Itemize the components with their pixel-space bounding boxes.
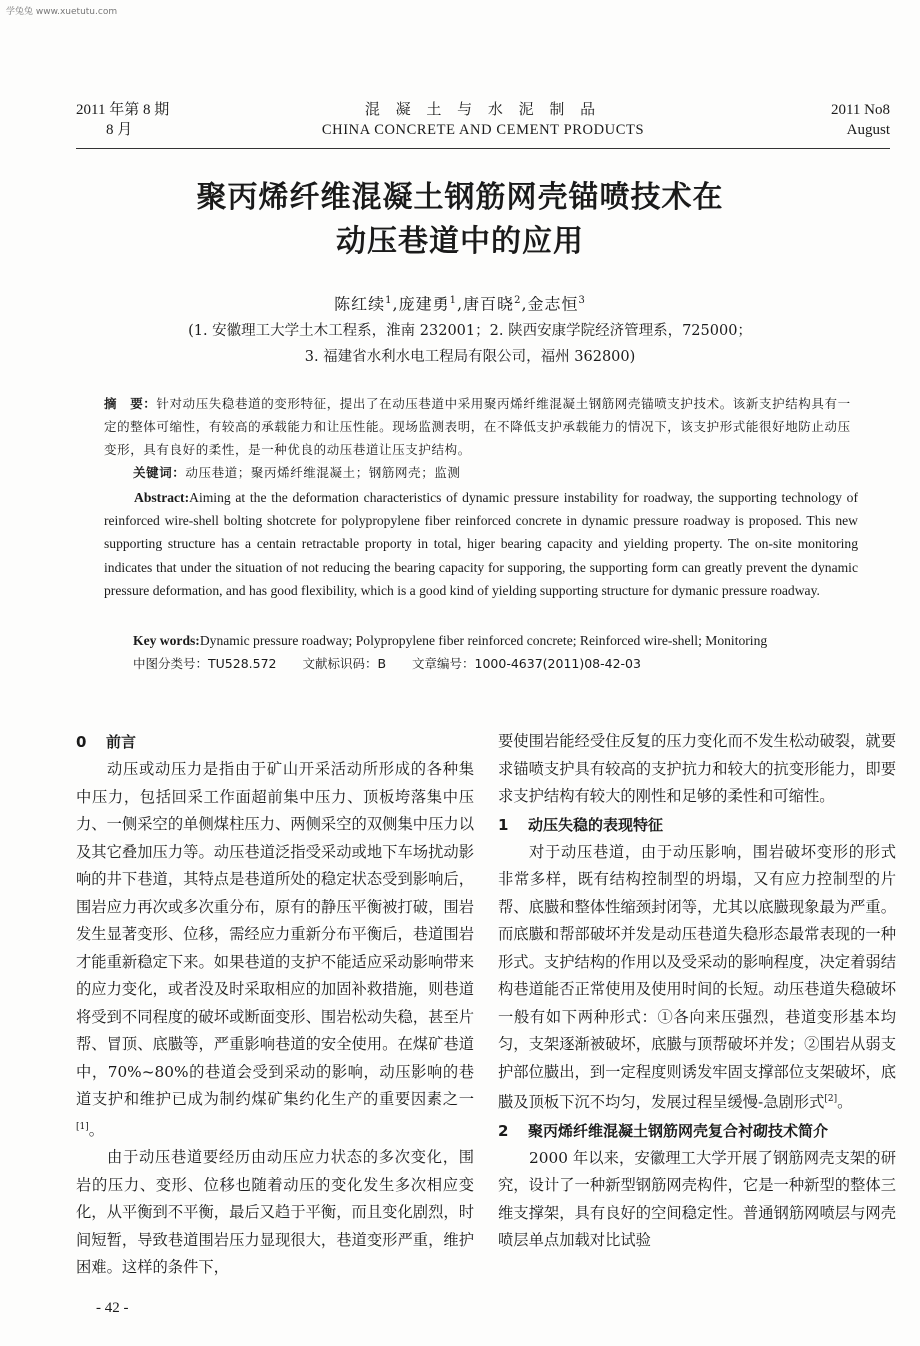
section-number: 2: [498, 1121, 509, 1140]
paragraph: 由于动压巷道要经历由动压应力状态的多次变化，围岩的压力、变形、位移也随着动压的变化发生多次相应变化，从平衡到不平衡，最后又趋于平衡，而且变化剧烈，时间短暂，导致巷道围岩压力显现很大，巷道变形严重，维护困难。这样的条件下，: [76, 1148, 474, 1277]
author-name: 陈红续: [334, 294, 386, 314]
affiliations: [140, 318, 800, 370]
paragraph: 2000 年以来，安徽理工大学开展了钢筋网壳支架的研究，设计了一种新型钢筋网壳构件，它是一种新型的整体三维支撑架，具有良好的空间稳定性。普通钢筋网喷层与网壳喷层单点加载对比试验: [498, 1148, 896, 1250]
paragraph: [76, 756, 474, 1144]
classification-line: [133, 653, 858, 675]
section-heading: [498, 811, 896, 839]
abstract-text-en: Aiming at the the deformation characteristics of dynamic pressure instability for roadway, the supporting technology of reinforced wire-shell bolting shotcrete for polypropylene fiber reinforced concrete in dynamic pressure roadway is proposed. This new supporting structure has a centain retractable proporty in total, higer bearing capacity and yielding property. The on-site monitoring indicates that under the situation of not reducing the bearing capacity for supporing, the supporting form can greatly prevent the dynamic pressure deformation, and has good flexibility, which is a good kind of yielding supporting structure for dymanic pressure roadway.: [104, 490, 858, 598]
section-heading: [76, 728, 474, 756]
title-line-1: 聚丙烯纤维混凝土钢筋网壳锚喷技术在: [196, 180, 724, 215]
body-column-left: [76, 728, 474, 1282]
abstract-text-zh: 针对动压失稳巷道的变形特征，提出了在动压巷道中采用聚丙烯纤维混凝土钢筋网壳锚喷支护技术。该新支护结构具有一定的整体可缩性，有较高的承载能力和让压性能。现场监测表明，在不降低支护承载能力的情况下，该支护形式能很好地防止动压变形，具有良好的柔性，是一种优良的动压巷道让压支护结构。: [104, 396, 851, 457]
author-affil-mark: 1: [449, 295, 457, 306]
abstract-english: [104, 486, 858, 602]
section-title: 前言: [106, 733, 137, 751]
author-affil-mark: 1: [385, 295, 393, 306]
author-name: 庞建勇: [398, 294, 450, 314]
paper-title: [0, 176, 920, 264]
issue-month-left: 8 月: [106, 122, 133, 138]
author-name: 金志恒: [527, 294, 579, 314]
paragraph-continued: 要使围岩能经受住反复的压力变化而不发生松动破裂，就要求锚喷支护具有较高的支护抗力和较大的抗变形能力，即要求支护结构有较大的刚性和足够的柔性和可缩性。: [498, 732, 896, 805]
affiliation-line-1: (1. 安徽理工大学土木工程系，淮南 232001；2. 陕西安康学院经济管理系，725000；: [188, 323, 752, 339]
body-column-right: [498, 728, 896, 1255]
paragraph-text: 对于动压巷道，由于动压影响，围岩破坏变形的形式非常多样，既有结构控制型的坍塌，又有应力控制型的片帮、底臌和整体性缩颈封闭等，尤其以底臌现象最为严重。而底臌和帮部破坏并发是动压巷道失稳形态最常表现的一种形式。支护结构的作用以及受采动的影响程度，决定着弱结构巷道能否正常使用及使用时间的长短。动压巷道失稳破坏一般有如下两种形式：①各向来压强烈，巷道变形基本均匀，支架逐渐被破坏，底臌与顶帮破坏并发；②围岩从弱支护部位臌出，到一定程度则诱发牢固支撑部位支架破坏，底臌及顶板下沉不均匀，发展过程呈缓慢-急剧形式: [498, 842, 896, 1112]
journal-header: [76, 100, 890, 149]
citation-ref: [2]: [824, 1094, 838, 1104]
header-issue-right: [831, 100, 890, 140]
issue-month-right: August: [846, 122, 890, 138]
paragraph: [498, 839, 896, 1117]
abstract-label-en: Abstract:: [134, 490, 190, 505]
page-number: - 42 -: [96, 1300, 129, 1316]
abstract-chinese: [104, 392, 858, 461]
journal-name-cn: 混 凝 土 与 水 泥 制 品: [364, 102, 602, 118]
author-affil-mark: 3: [578, 295, 586, 306]
header-journal-name: [76, 100, 890, 140]
keywords-label-zh: 关键词：: [133, 465, 186, 480]
section-number: 0: [76, 733, 87, 751]
keywords-text-zh: 动压巷道；聚丙烯纤维混凝土；钢筋网壳；监测: [185, 465, 461, 480]
section-title: 聚丙烯纤维混凝土钢筋网壳复合衬砌技术简介: [528, 1121, 829, 1140]
section-title: 动压失稳的表现特征: [528, 815, 664, 834]
paragraph-end: 。: [837, 1093, 853, 1112]
document-code: 文献标识码：B: [302, 656, 387, 671]
issue-year-left: 2011 年第 8 期: [76, 102, 170, 118]
keywords-text-en: Dynamic pressure roadway; Polypropylene fiber reinforced concrete; Reinforced wire-shell; Monitoring: [199, 633, 768, 648]
site-watermark: 学兔兔 www.xuetutu.com: [6, 7, 118, 17]
author-list: 陈红续$^1$,庞建勇$^1$,唐百晓$^2$,金志恒$^3$: [334, 294, 586, 314]
clc-number: 中图分类号：TU528.572: [133, 656, 277, 671]
keywords-label-en: Key words:: [133, 633, 200, 648]
author-name: 唐百晓: [463, 294, 515, 314]
article-number: 文章编号：1000-4637(2011)08-42-03: [412, 656, 641, 671]
section-heading: [498, 1117, 896, 1145]
journal-name-en: CHINA CONCRETE AND CEMENT PRODUCTS: [321, 122, 645, 138]
keywords-english: [133, 630, 858, 652]
affiliation-line-2: 3. 福建省水利水电工程局有限公司，福州 362800): [304, 349, 636, 365]
citation-ref: [1]: [76, 1121, 89, 1132]
issue-year-right: 2011 No8: [830, 102, 890, 118]
section-number: 1: [498, 815, 509, 834]
keywords-chinese: [133, 462, 858, 484]
paragraph-text: 动压或动压力是指由于矿山开采活动所形成的各种集中压力，包括回采工作面超前集中压力、顶板垮落集中压力、一侧采空的单侧煤柱压力、两侧采空的双侧集中压力以及其它叠加压力等。动压巷道泛指受采动或地下车场扰动影响的井下巷道，其特点是巷道所处的稳定状态受到影响后，围岩应力再次或多次重分布，原有的静压平衡被打破，围岩发生显著变形、位移，需经应力重新分布平衡后，巷道围岩才能重新稳定下来。如果巷道的支护不能适应采动影响带来的应力变化，或者没及时采取相应的加固补救措施，则巷道将受到不同程度的破坏或断面变形、围岩松动失稳，甚至片帮、冒顶、底臌等，严重影响巷道的安全使用。在煤矿巷道中，70%~80%的巷道会受到采动的影响，动压影响的巷道支护和维护已成为制约煤矿集约化生产的重要因素之一: [76, 760, 474, 1108]
abstract-label-zh: 摘 要：: [104, 396, 157, 411]
paragraph-end: 。: [88, 1120, 105, 1139]
title-line-2: 动压巷道中的应用: [336, 224, 584, 259]
author-affil-mark: 2: [514, 295, 522, 306]
